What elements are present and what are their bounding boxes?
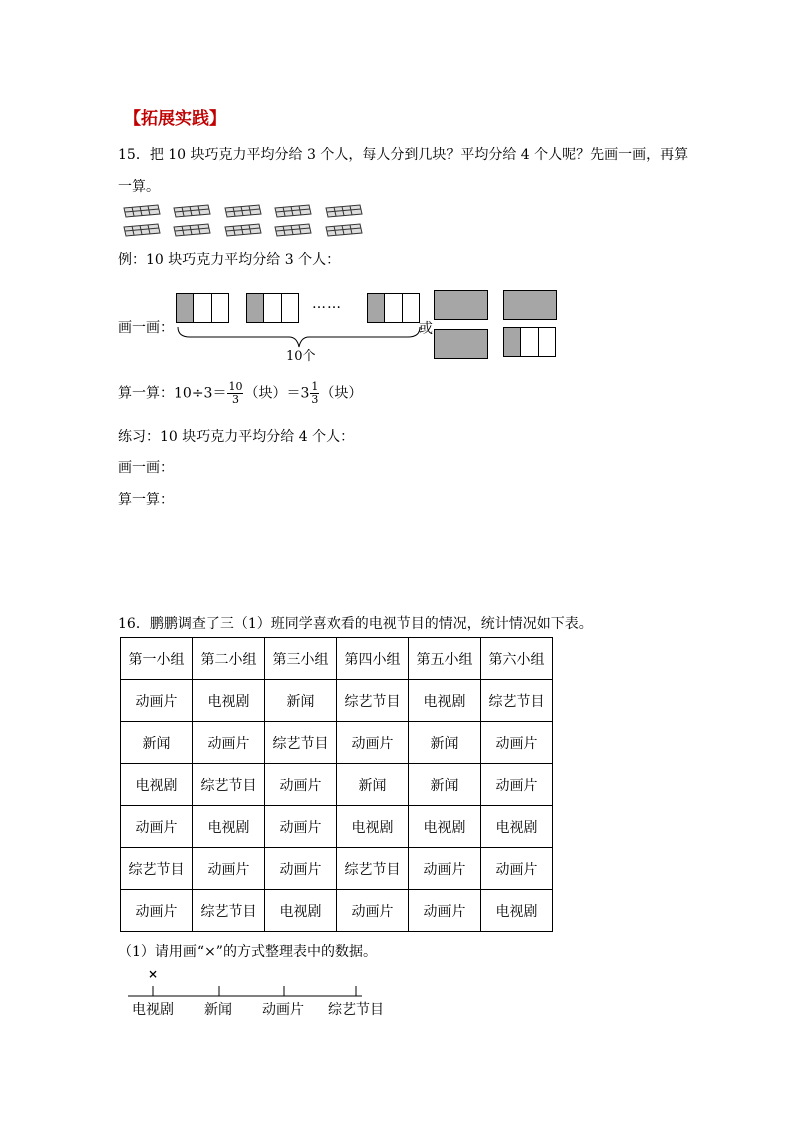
table-cell: 动画片 (193, 848, 265, 890)
q16-intro: 16．鹏鹏调查了三（1）班同学喜欢看的电视节目的情况，统计情况如下表。 (118, 616, 593, 632)
q15-draw-label: 画一画： (118, 320, 174, 336)
table-cell: 动画片 (481, 722, 553, 764)
table-cell: 新闻 (121, 722, 193, 764)
calc-expression: 10÷3＝ (174, 385, 227, 402)
chocolate-icon (120, 203, 162, 219)
axis-label: 电视剧 (132, 1002, 174, 1018)
ellipsis: …… (312, 296, 342, 312)
tally-x-mark: × (148, 967, 159, 981)
partial-bar (503, 327, 556, 357)
bar-cell (282, 294, 298, 322)
table-header-cell: 第一小组 (121, 638, 193, 680)
chocolate-row-top (120, 203, 368, 223)
fraction-denominator: 3 (311, 393, 319, 406)
table-cell: 动画片 (337, 722, 409, 764)
chocolate-row-bottom (120, 222, 368, 242)
chocolate-bar-10 (367, 293, 420, 323)
chocolate-icon (120, 222, 162, 238)
table-cell: 动画片 (481, 848, 553, 890)
table-cell: 综艺节目 (337, 680, 409, 722)
fraction-10-3 (227, 381, 243, 406)
table-cell: 动画片 (121, 680, 193, 722)
bar-cell-shaded (368, 294, 385, 322)
table-cell: 动画片 (121, 890, 193, 932)
bar-cell (194, 294, 211, 322)
table-cell: 新闻 (265, 680, 337, 722)
table-header-cell: 第五小组 (409, 638, 481, 680)
brace-label: 10个 (286, 349, 316, 364)
bar-cell (212, 294, 228, 322)
table-cell: 电视剧 (481, 890, 553, 932)
table-cell: 电视剧 (265, 890, 337, 932)
q15-text-line2: 一算。 (118, 179, 160, 195)
table-row (121, 722, 553, 764)
table-cell: 综艺节目 (481, 680, 553, 722)
table-header-cell: 第三小组 (265, 638, 337, 680)
table-header-row (121, 638, 553, 680)
chocolate-icon (271, 203, 313, 219)
table-cell: 新闻 (409, 722, 481, 764)
tv-survey-table (120, 637, 553, 932)
whole-bar (434, 329, 488, 359)
table-row (121, 764, 553, 806)
section-title: 【拓展实践】 (124, 109, 226, 129)
table-cell: 动画片 (121, 806, 193, 848)
chocolate-icon (221, 222, 263, 238)
table-cell: 电视剧 (481, 806, 553, 848)
table-cell: 电视剧 (121, 764, 193, 806)
bar-cell (521, 328, 538, 356)
q15-practice-label: 练习：10 块巧克力平均分给 4 个人： (118, 429, 355, 445)
bar-cell (385, 294, 402, 322)
table-cell: 动画片 (337, 890, 409, 932)
table-header-cell: 第四小组 (337, 638, 409, 680)
fraction-denominator: 3 (231, 393, 239, 406)
table-cell: 动画片 (409, 848, 481, 890)
table-cell: 动画片 (481, 764, 553, 806)
table-cell: 综艺节目 (121, 848, 193, 890)
whole-bar (503, 290, 557, 320)
whole-bar (434, 290, 488, 320)
fraction-numerator: 10 (228, 380, 243, 393)
q15-practice-draw: 画一画： (118, 460, 174, 476)
calc-unit-2: （块） (320, 385, 363, 402)
bar-cell (403, 294, 419, 322)
table-cell: 新闻 (409, 764, 481, 806)
table-row (121, 848, 553, 890)
q15-calc-line (118, 381, 362, 406)
table-cell: 动画片 (265, 848, 337, 890)
chocolate-bar-1 (176, 293, 229, 323)
chocolate-icon (271, 222, 313, 238)
table-cell: 电视剧 (337, 806, 409, 848)
table-cell: 电视剧 (409, 680, 481, 722)
table-cell: 动画片 (409, 890, 481, 932)
fraction-1-3 (310, 381, 319, 406)
q15-practice-calc: 算一算： (118, 492, 174, 508)
table-cell: 电视剧 (193, 806, 265, 848)
table-cell: 综艺节目 (193, 764, 265, 806)
table-row (121, 806, 553, 848)
bar-cell-shaded (247, 294, 264, 322)
bar-cell (264, 294, 281, 322)
table-cell: 综艺节目 (193, 890, 265, 932)
table-cell: 动画片 (265, 764, 337, 806)
q15-text-line1: 15．把 10 块巧克力平均分给 3 个人，每人分到几块？平均分给 4 个人呢？先画一画，再算 (118, 147, 689, 163)
table-cell: 电视剧 (193, 680, 265, 722)
axis-label: 新闻 (204, 1002, 232, 1018)
q15-example-label: 例：10 块巧克力平均分给 3 个人： (118, 252, 341, 268)
bar-cell-shaded (504, 328, 521, 356)
table-header-cell: 第六小组 (481, 638, 553, 680)
calc-label: 算一算： (118, 385, 174, 402)
chocolate-icon (170, 222, 212, 238)
table-cell: 电视剧 (409, 806, 481, 848)
calc-unit-1: （块）＝3 (244, 385, 310, 402)
bar-cell (539, 328, 555, 356)
or-label: 或 (419, 321, 433, 337)
tally-axis (128, 984, 364, 998)
fraction-numerator: 1 (311, 380, 319, 393)
table-cell: 动画片 (265, 806, 337, 848)
table-row (121, 890, 553, 932)
chocolate-icon (221, 203, 263, 219)
table-cell: 综艺节目 (265, 722, 337, 764)
chocolate-bar-2 (246, 293, 299, 323)
axis-label: 综艺节目 (328, 1002, 384, 1018)
chocolate-icon (322, 222, 364, 238)
bar-cell-shaded (177, 294, 194, 322)
table-cell: 综艺节目 (337, 848, 409, 890)
table-cell: 新闻 (337, 764, 409, 806)
table-header-cell: 第二小组 (193, 638, 265, 680)
axis-label: 动画片 (262, 1002, 304, 1018)
chocolate-icon (322, 203, 364, 219)
chocolate-icon (170, 203, 212, 219)
q16-sub1: （1）请用画“×”的方式整理表中的数据。 (118, 944, 377, 960)
table-row (121, 680, 553, 722)
table-cell: 动画片 (193, 722, 265, 764)
